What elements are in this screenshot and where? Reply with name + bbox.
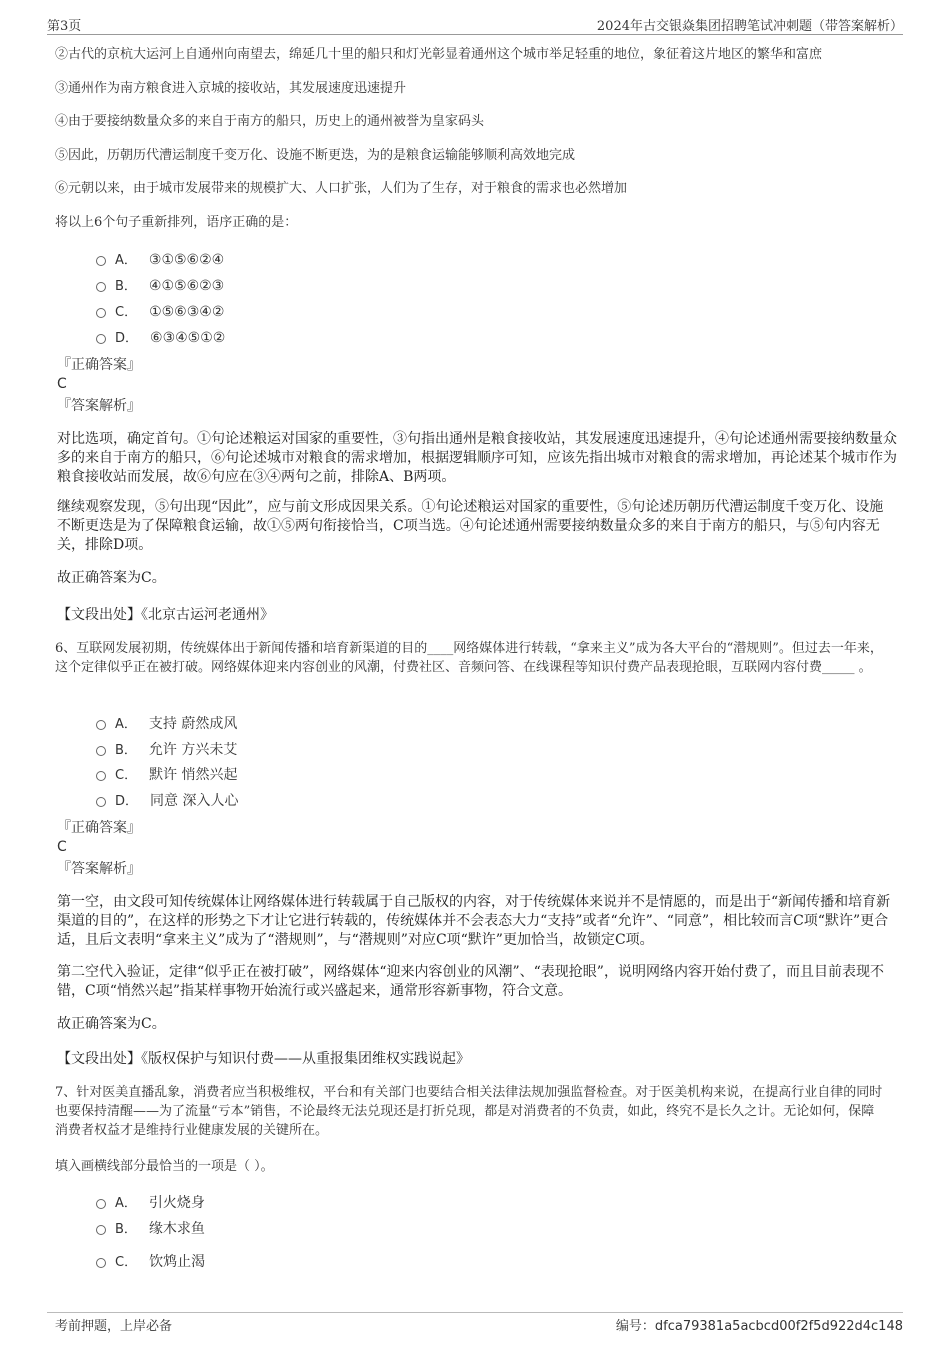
- page-footer: [47, 1312, 903, 1335]
- document-id-value: dfca79381a5acbcd00f2f5d922d4c148: [654, 1319, 903, 1334]
- analysis-paragraph: 第一空，由文段可知传统媒体让网络媒体进行转载属于自己版权的内容，对于传统媒体来说并不是情愿的，而是出于“新闻传播和培育新渠道的目的”，在这样的形势之下才让它进行转载的，传统媒体并不会表态大力“支持”或者“允许”、“同意”，相比较而言C项“默许”更合适，且后文表明“拿来主义”成为了“潜规则”，与“潜规则”对应C项“默许”更加恰当，故锁定C项。: [57, 894, 891, 948]
- option-b[interactable]: B． ④①⑤⑥②③: [96, 276, 224, 296]
- radio-icon[interactable]: [96, 1199, 106, 1209]
- document-title: 2024年古交银焱集团招聘笔试冲刺题（带答案解析）: [596, 19, 903, 34]
- analysis-paragraph: 第二空代入验证，定律“似乎正在被打破”，网络媒体“迎来内容创业的风潮”、“表现抢眼”，说明网络内容开始付费了，而且目前表现不错，C项“悄然兴起”指某样事物开始流行或兴盛起来，通常形容新事物，符合文意。: [57, 964, 884, 999]
- analysis-label: 『答案解析』: [57, 398, 141, 414]
- answer-value: C: [57, 376, 67, 392]
- sentence-4: ④由于要接纳数量众多的来自于南方的船只，历史上的通州被誉为皇家码头: [55, 114, 485, 129]
- radio-icon[interactable]: [96, 771, 106, 781]
- answer-value: C: [57, 839, 67, 855]
- analysis-paragraph: 对比选项，确定首句。①句论述粮运对国家的重要性，③句指出通州是粮食接收站，其发展速度迅速提升，④句论述通州需要接纳数量众多的来自于南方的船只，⑥句论述城市对粮食的需求增加，根据逻辑顺序可知，应该先指出城市对粮食的需求增加，再论述某个城市作为粮食接收站而发展，故⑥句应在③④两句之前，排除A、B两项。: [57, 431, 897, 485]
- question-prompt: 将以上6个句子重新排列，语序正确的是：: [55, 215, 298, 230]
- radio-icon[interactable]: [96, 746, 106, 756]
- option-b[interactable]: B． 缘木求鱼: [96, 1219, 205, 1239]
- passage-source: 【文段出处】《北京古运河老通州》: [57, 607, 274, 623]
- radio-icon[interactable]: [96, 797, 106, 807]
- option-a[interactable]: A． 支持 蔚然成风: [96, 714, 237, 734]
- question-stem: 6、互联网发展初期，传统媒体出于新闻传播和培育新渠道的目的____网络媒体进行转载，“拿来主义”成为各大平台的“潜规则”。但过去一年来，这个定律似乎正在被打破。网络媒体迎来内容创业的风潮，付费社区、音频问答、在线课程等知识付费产品表现抢眼，互联网内容付费_____ 。: [55, 641, 883, 675]
- option-c[interactable]: C． 饮鸩止渴: [96, 1252, 205, 1272]
- question-stem: 7、针对医美直播乱象，消费者应当积极维权，平台和有关部门也要结合相关法律法规加强监督检查。对于医美机构来说，在提高行业自律的同时也要保持清醒——为了流量“亏本”销售，不论最终无法兑现还是打折兑现，都是对消费者的不负责，如此，终究不是长久之计。无论如何，保障消费者权益才是维持行业健康发展的关键所在。: [55, 1085, 883, 1138]
- footer-slogan: 考前押题，上岸必备: [55, 1319, 173, 1334]
- option-b[interactable]: B． 允许 方兴未艾: [96, 740, 237, 760]
- answer-label: 『正确答案』: [57, 357, 141, 373]
- analysis-label: 『答案解析』: [57, 861, 141, 877]
- option-d[interactable]: D． 同意 深入人心: [96, 791, 238, 811]
- option-a[interactable]: A． 引火烧身: [96, 1193, 205, 1213]
- analysis-paragraph: 继续观察发现，⑤句出现“因此”，应与前文形成因果关系。①句论述粮运对国家的重要性，⑤句论述历朝历代漕运制度千变万化、设施不断更迭是为了保障粮食运输，故①⑤两句衔接恰当，C项当选。④句论述通州需要接纳数量众多的来自于南方的船只，与⑤句内容无关，排除D项。: [57, 499, 884, 553]
- option-c[interactable]: C． 默许 悄然兴起: [96, 765, 238, 785]
- analysis-conclusion: 故正确答案为C。: [57, 1016, 166, 1032]
- page-number: 第3页: [47, 19, 82, 34]
- answer-label: 『正确答案』: [57, 820, 141, 836]
- page-header: [47, 14, 903, 35]
- option-a[interactable]: A． ③①⑤⑥②④: [96, 250, 224, 270]
- radio-icon[interactable]: [96, 1225, 106, 1235]
- option-c[interactable]: C． ①⑤⑥③④②: [96, 302, 224, 322]
- analysis-conclusion: 故正确答案为C。: [57, 570, 166, 586]
- radio-icon[interactable]: [96, 256, 106, 266]
- sentence-6: ⑥元朝以来，由于城市发展带来的规模扩大、人口扩张，人们为了生存，对于粮食的需求也必然增加: [55, 181, 628, 196]
- document-id: [616, 1315, 903, 1334]
- sentence-3: ③通州作为南方粮食进入京城的接收站，其发展速度迅速提升: [55, 81, 407, 96]
- radio-icon[interactable]: [96, 308, 106, 318]
- radio-icon[interactable]: [96, 282, 106, 292]
- question-prompt: 填入画横线部分最恰当的一项是（ ）。: [55, 1159, 274, 1174]
- sentence-2: ②古代的京杭大运河上自通州向南望去，绵延几十里的船只和灯光彰显着通州这个城市举足轻重的地位，象征着这片地区的繁华和富庶: [55, 47, 823, 62]
- radio-icon[interactable]: [96, 720, 106, 730]
- sentence-5: ⑤因此，历朝历代漕运制度千变万化、设施不断更迭，为的是粮食运输能够顺利高效地完成: [55, 148, 576, 163]
- radio-icon[interactable]: [96, 1258, 106, 1268]
- passage-source: 【文段出处】《版权保护与知识付费——从重报集团维权实践说起》: [57, 1051, 470, 1067]
- radio-icon[interactable]: [96, 334, 106, 344]
- document-id-label: 编号：: [615, 1319, 655, 1334]
- option-d[interactable]: D． ⑥③④⑤①②: [96, 328, 225, 348]
